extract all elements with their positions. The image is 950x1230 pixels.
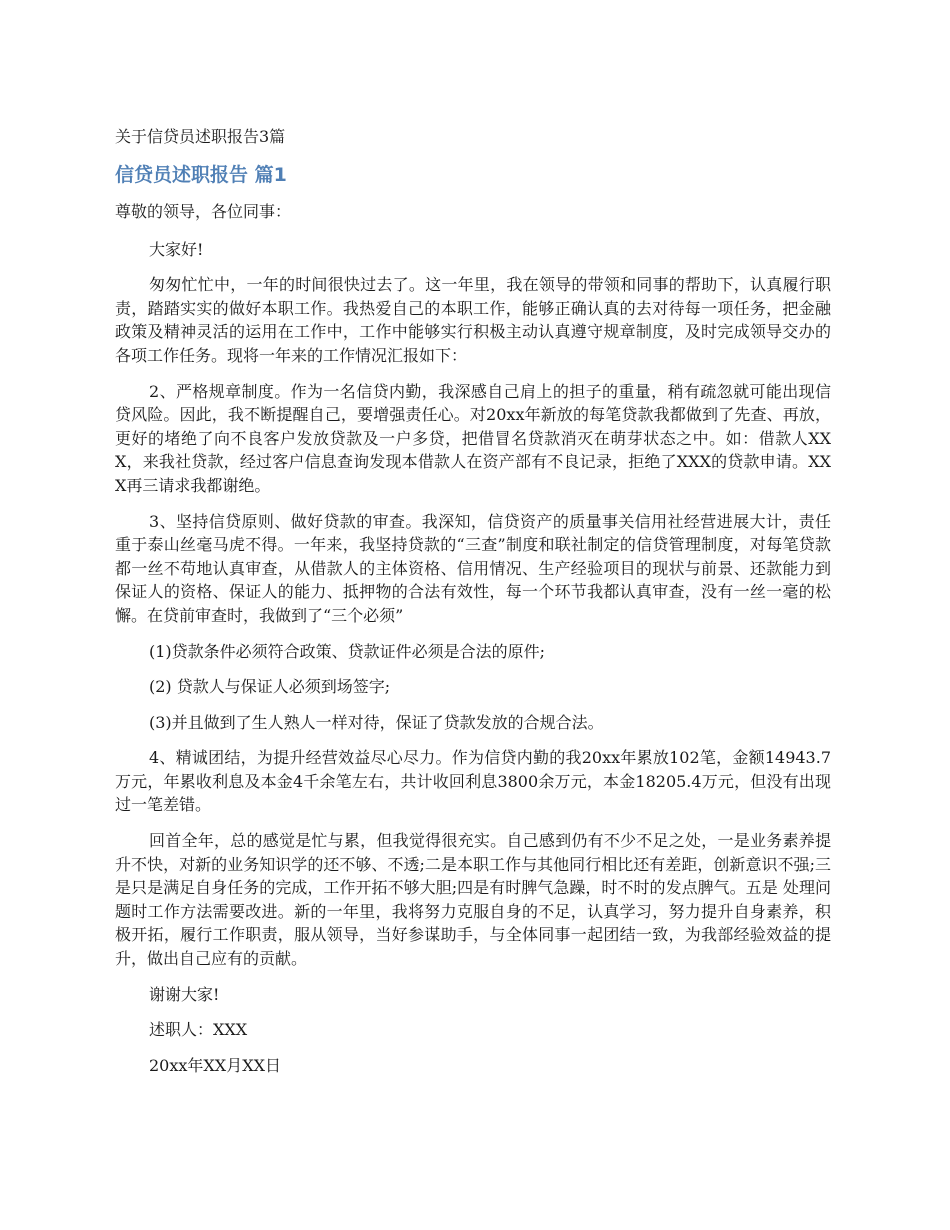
paragraph-summary: 回首全年，总的感觉是忙与累，但我觉得很充实。自己感到仍有不少不足之处，一是业务素养提升不快，对新的业务知识学的还不够、不透;二是本职工作与其他同行相比还有差距，创新意识不强;三是只是满足自身任务的完成，工作开拓不够大胆;四是有时脾气急躁，时不时的发点脾气。五是 处理问题时工作方法需要改进。新的一年里，我将努力克服自身的不足，认真学习，努力提升自身素养，积极开拓，履行工作职责，服从领导，当好参谋助手，与全体同事一起团结一致，为我部经验效益的提升，做出自己应有的贡献。 <box>115 831 831 969</box>
paragraph-unity: 4、精诚团结，为提升经营效益尽心尽力。作为信贷内勤的我20xx年累放102笔，金额14943.7万元，年累收利息及本金4千余笔左右，共计收回利息3800余万元，本金18205.4万元，但没有出现过一笔差错。 <box>115 748 831 815</box>
document-title: 关于信贷员述职报告3篇 <box>115 127 286 146</box>
section-heading: 信贷员述职报告 篇1 <box>115 164 287 186</box>
list-item-2: (2) 贷款人与保证人必须到场签字; <box>149 677 391 697</box>
paragraph-review: 3、坚持信贷原则、做好贷款的审查。我深知，信贷资产的质量事关信用社经营进展大计，责任重于泰山丝毫马虎不得。一年来，我坚持贷款的“三查”制度和联社制定的信贷管理制度，对每笔贷款都一丝不苟地认真审查，从借款人的主体资格、信用情况、生产经验项目的现状与前景、还款能力到保证人的资格、保证人的能力、抵押物的合法有效性，每一个环节我都认真审查，没有一丝一毫的松懈。在贷前审查时，我做到了“三个必须” <box>115 511 831 625</box>
salutation: 尊敬的领导，各位同事： <box>115 202 292 221</box>
closing: 谢谢大家! <box>149 984 220 1004</box>
list-item-1: (1)贷款条件必须符合政策、贷款证件必须是合法的原件; <box>149 641 546 661</box>
document-page <box>115 126 831 1089</box>
list-item-3: (3)并且做到了生人熟人一样对待，保证了贷款发放的合规合法。 <box>149 712 604 732</box>
signature: 述职人：XXX <box>149 1020 248 1040</box>
paragraph-intro: 匆匆忙忙中，一年的时间很快过去了。这一年里，我在领导的带领和同事的帮助下，认真履行职责，踏踏实实的做好本职工作。我热爱自己的本职工作，能够正确认真的去对待每一项任务，把金融政策及精神灵活的运用在工作中，工作中能够实行积极主动认真遵守规章制度，及时完成领导交办的各项工作任务。现将一年来的工作情况汇报如下： <box>115 275 831 365</box>
greeting: 大家好! <box>149 239 204 259</box>
date: 20xx年XX月XX日 <box>149 1055 281 1075</box>
paragraph-rules: 2、严格规章制度。作为一名信贷内勤，我深感自己肩上的担子的重量，稍有疏忽就可能出现信贷风险。因此，我不断提醒自己，要增强责任心。对20xx年新放的每笔贷款我都做到了先查、再放，更好的堵绝了向不良客户发放贷款及一户多贷，把借冒名贷款消灭在萌芽状态之中。如：借款人XXX，来我社贷款，经过客户信息查询发现本借款人在资产部有不良记录，拒绝了XXX的贷款申请。XXX再三请求我都谢绝。 <box>115 381 831 495</box>
